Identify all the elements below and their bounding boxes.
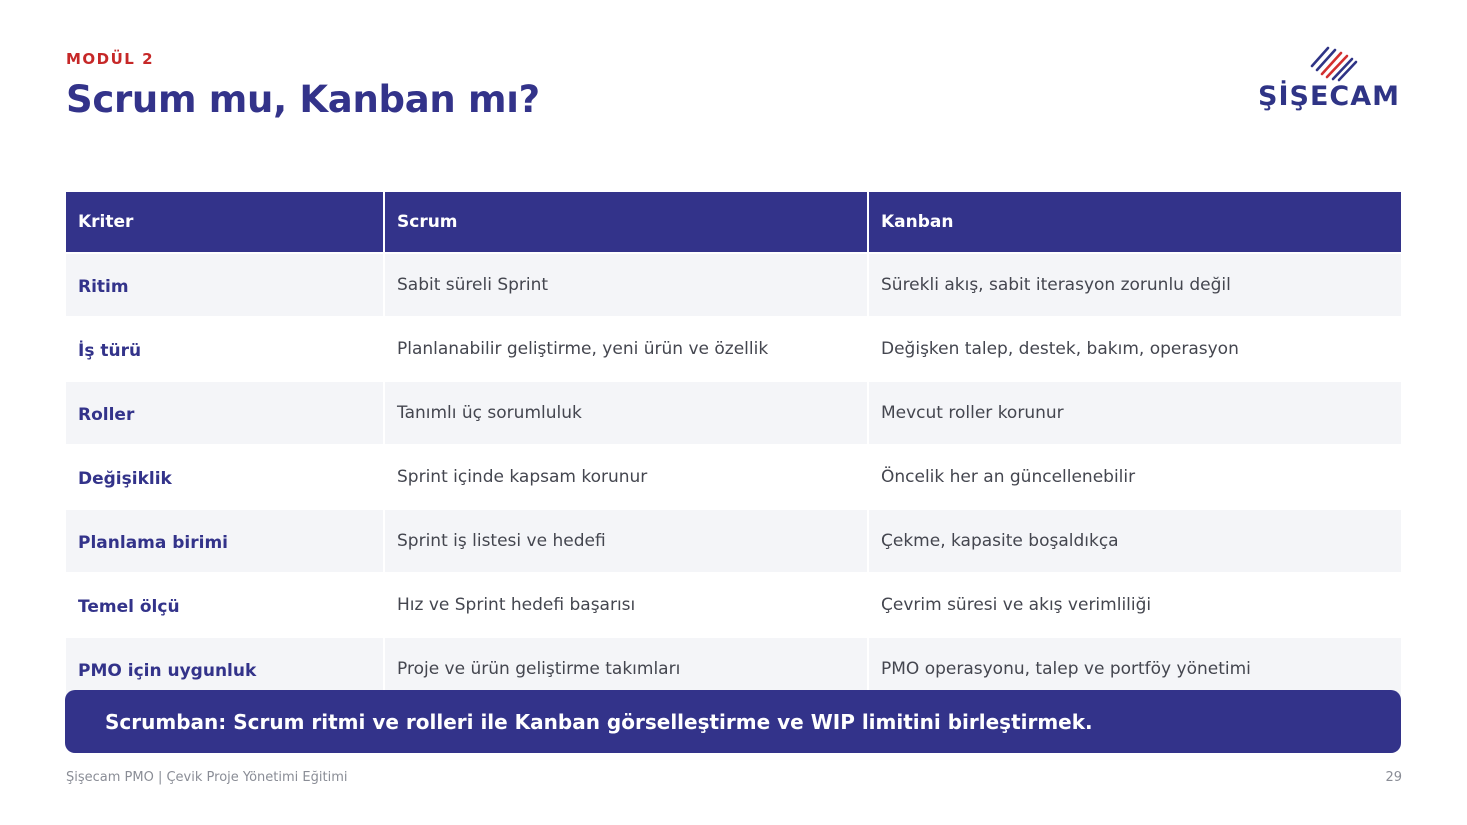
table-row [66, 574, 1401, 638]
kanban-cell: Sürekli akış, sabit iterasyon zorunlu değil [869, 254, 1401, 318]
kanban-cell: Değişken talep, destek, bakım, operasyon [869, 318, 1401, 382]
criteria-cell: Temel ölçü [66, 574, 383, 638]
table-header-row [66, 192, 1401, 254]
table-row [66, 382, 1401, 446]
scrum-cell: Hız ve Sprint hedefi başarısı [385, 574, 867, 638]
scrum-cell: Tanımlı üç sorumluluk [385, 382, 867, 446]
criteria-cell: Planlama birimi [66, 510, 383, 574]
logo-wordmark: ŞİŞECAM [1258, 81, 1400, 112]
kanban-cell: Öncelik her an güncellenebilir [869, 446, 1401, 510]
scrum-cell: Proje ve ürün geliştirme takımları [385, 638, 867, 702]
criteria-cell: Değişiklik [66, 446, 383, 510]
criteria-cell: PMO için uygunluk [66, 638, 383, 702]
header-scrum: Scrum [385, 192, 867, 254]
page-number: 29 [1385, 770, 1402, 785]
module-label: MODÜL 2 [66, 50, 155, 68]
table-row [66, 318, 1401, 382]
kanban-cell: Çevrim süresi ve akış verimliliği [869, 574, 1401, 638]
criteria-cell: Roller [66, 382, 383, 446]
kanban-cell: Mevcut roller korunur [869, 382, 1401, 446]
company-logo [1256, 44, 1404, 116]
kanban-cell: PMO operasyonu, talep ve portföy yönetimi [869, 638, 1401, 702]
criteria-cell: İş türü [66, 318, 383, 382]
header-kanban: Kanban [869, 192, 1401, 254]
scrum-cell: Sprint iş listesi ve hedefi [385, 510, 867, 574]
sisecam-logo-icon [1306, 44, 1358, 82]
page-title: Scrum mu, Kanban mı? [66, 78, 540, 121]
header-criteria: Kriter [66, 192, 383, 254]
criteria-cell: Ritim [66, 254, 383, 318]
comparison-table [64, 192, 1403, 702]
kanban-cell: Çekme, kapasite boşaldıkça [869, 510, 1401, 574]
summary-banner-text: Scrumban: Scrum ritmi ve rolleri ile Kanban görselleştirme ve WIP limitini birleştirmek. [105, 709, 1093, 734]
table-row [66, 446, 1401, 510]
table-row [66, 510, 1401, 574]
footer-text: Şişecam PMO | Çevik Proje Yönetimi Eğitimi [66, 770, 348, 785]
scrum-cell: Planlanabilir geliştirme, yeni ürün ve özellik [385, 318, 867, 382]
summary-banner [65, 690, 1401, 753]
scrum-cell: Sabit süreli Sprint [385, 254, 867, 318]
table-row [66, 254, 1401, 318]
scrum-cell: Sprint içinde kapsam korunur [385, 446, 867, 510]
